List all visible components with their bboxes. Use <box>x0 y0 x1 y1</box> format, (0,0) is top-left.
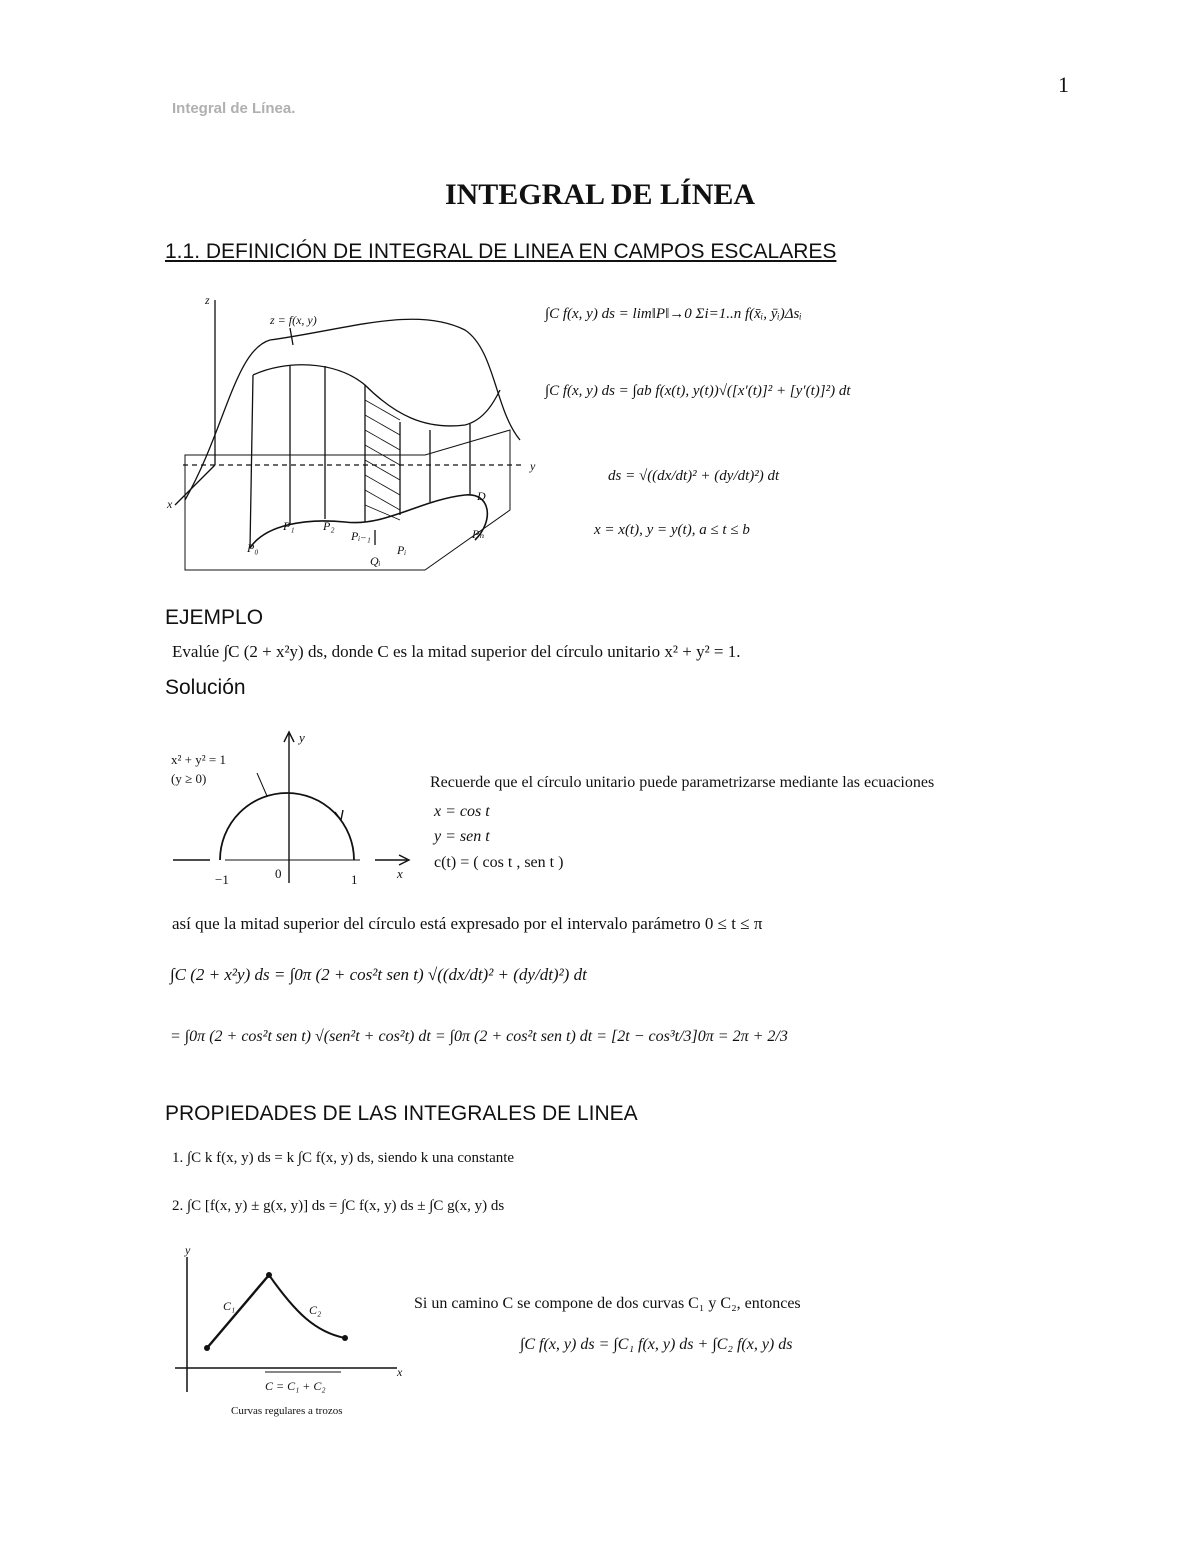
page-title: INTEGRAL DE LÍNEA <box>444 178 756 211</box>
definition-eq-param-range: x = x(t), y = y(t), a ≤ t ≤ b <box>594 522 750 538</box>
tick-zero: 0 <box>275 866 282 881</box>
p2-label: P₂ <box>323 519 335 533</box>
definition-eq-ds: ds = √((dx/dt)² + (dy/dt)²) dt <box>608 468 780 484</box>
end-point <box>342 1335 348 1341</box>
surface-label: z = f(x, y) <box>270 313 317 327</box>
p0-label: P₀ <box>247 541 259 555</box>
tick-minus-one: −1 <box>215 872 229 887</box>
base-plane <box>185 430 510 570</box>
region-d-label: D <box>477 489 486 503</box>
definition-eq-parametric: ∫C f(x, y) ds = ∫ab f(x(t), y(t))√([x′(t)]² + [y′(t)]²) dt <box>545 383 851 399</box>
section-heading: 1.1. DEFINICIÓN DE INTEGRAL DE LINEA EN CAMPOS ESCALARES <box>165 240 837 263</box>
recall-text: Recuerde que el círculo unitario puede parametrizarse mediante las ecuaciones <box>430 774 935 791</box>
line-integral-surface-figure <box>165 290 545 580</box>
x-axis-label: x <box>167 497 173 511</box>
curve-equation-label: x² + y² = 1 <box>171 752 226 767</box>
running-header: Integral de Línea. <box>172 100 296 117</box>
pim1-label: Pᵢ₋₁ <box>351 529 371 543</box>
c2-label: C₂ <box>309 1303 322 1317</box>
param-x: x = cos t <box>434 803 490 820</box>
property-3-text: Si un camino C se compone de dos curvas C₁ y C₂, entonces <box>414 1295 801 1312</box>
definition-eq-limit: ∫C f(x, y) ds = lim‖P‖→0 Σi=1..n f(x̄ᵢ, ȳᵢ)Δsᵢ <box>545 306 802 322</box>
junction-point <box>266 1272 272 1278</box>
property-2: 2. ∫C [f(x, y) ± g(x, y)] ds = ∫C f(x, y) ds ± ∫C g(x, y) ds <box>172 1198 505 1214</box>
c1-label: C₁ <box>223 1299 236 1313</box>
y-axis-label: y <box>530 459 536 473</box>
property-1: 1. ∫C k f(x, y) ds = k ∫C f(x, y) ds, siendo k una constante <box>172 1150 515 1166</box>
semicircle-curve <box>220 793 354 860</box>
qi-label: Qᵢ <box>370 554 381 568</box>
x-axis-label: x <box>397 1365 403 1379</box>
param-c: c(t) = ( cos t , sen t ) <box>434 854 564 871</box>
y-axis-label: y <box>185 1243 191 1257</box>
calculation-step-1: ∫C (2 + x²y) ds = ∫0π (2 + cos²t sen t) √((dx/dt)² + (dy/dt)²) dt <box>170 965 587 984</box>
property-3-equation: ∫C f(x, y) ds = ∫C₁ f(x, y) ds + ∫C₂ f(x, y) ds <box>520 1336 793 1353</box>
solution-heading: Solución <box>165 676 246 699</box>
page-number: 1 <box>1058 72 1069 97</box>
tick-one: 1 <box>351 872 358 887</box>
piecewise-curve-figure <box>165 1242 415 1422</box>
figure-caption: Curvas regulares a trozos <box>231 1405 343 1417</box>
curve-condition-label: (y ≥ 0) <box>171 771 207 786</box>
curve-c2 <box>269 1275 345 1338</box>
curve-c1 <box>207 1275 269 1348</box>
x-axis-line <box>175 465 215 505</box>
calculation-step-2: = ∫0π (2 + cos²t sen t) √(sen²t + cos²t) dt = ∫0π (2 + cos²t sen t) dt = [2t − cos³t/3]0π = 2π + 2/3 <box>170 1028 788 1045</box>
pn-label: Pₙ <box>472 527 485 541</box>
interval-text: así que la mitad superior del círculo está expresado por el intervalo parámetro 0 ≤ t ≤ π <box>172 914 763 933</box>
pi-label: Pᵢ <box>397 543 407 557</box>
properties-heading: PROPIEDADES DE LAS INTEGRALES DE LINEA <box>165 1102 638 1125</box>
param-y: y = sen t <box>434 828 490 845</box>
x-axis-label: x <box>397 866 403 881</box>
semicircle-figure <box>165 728 425 893</box>
example-heading: EJEMPLO <box>165 606 264 629</box>
p1-label: P₁ <box>283 519 295 533</box>
z-axis-label: z <box>205 293 210 307</box>
y-axis-label: y <box>299 730 305 745</box>
example-statement: Evalúe ∫C (2 + x²y) ds, donde C es la mitad superior del círculo unitario x² + y² = 1. <box>172 642 741 661</box>
path-sum-label: C = C₁ + C₂ <box>265 1379 326 1393</box>
start-point <box>204 1345 210 1351</box>
